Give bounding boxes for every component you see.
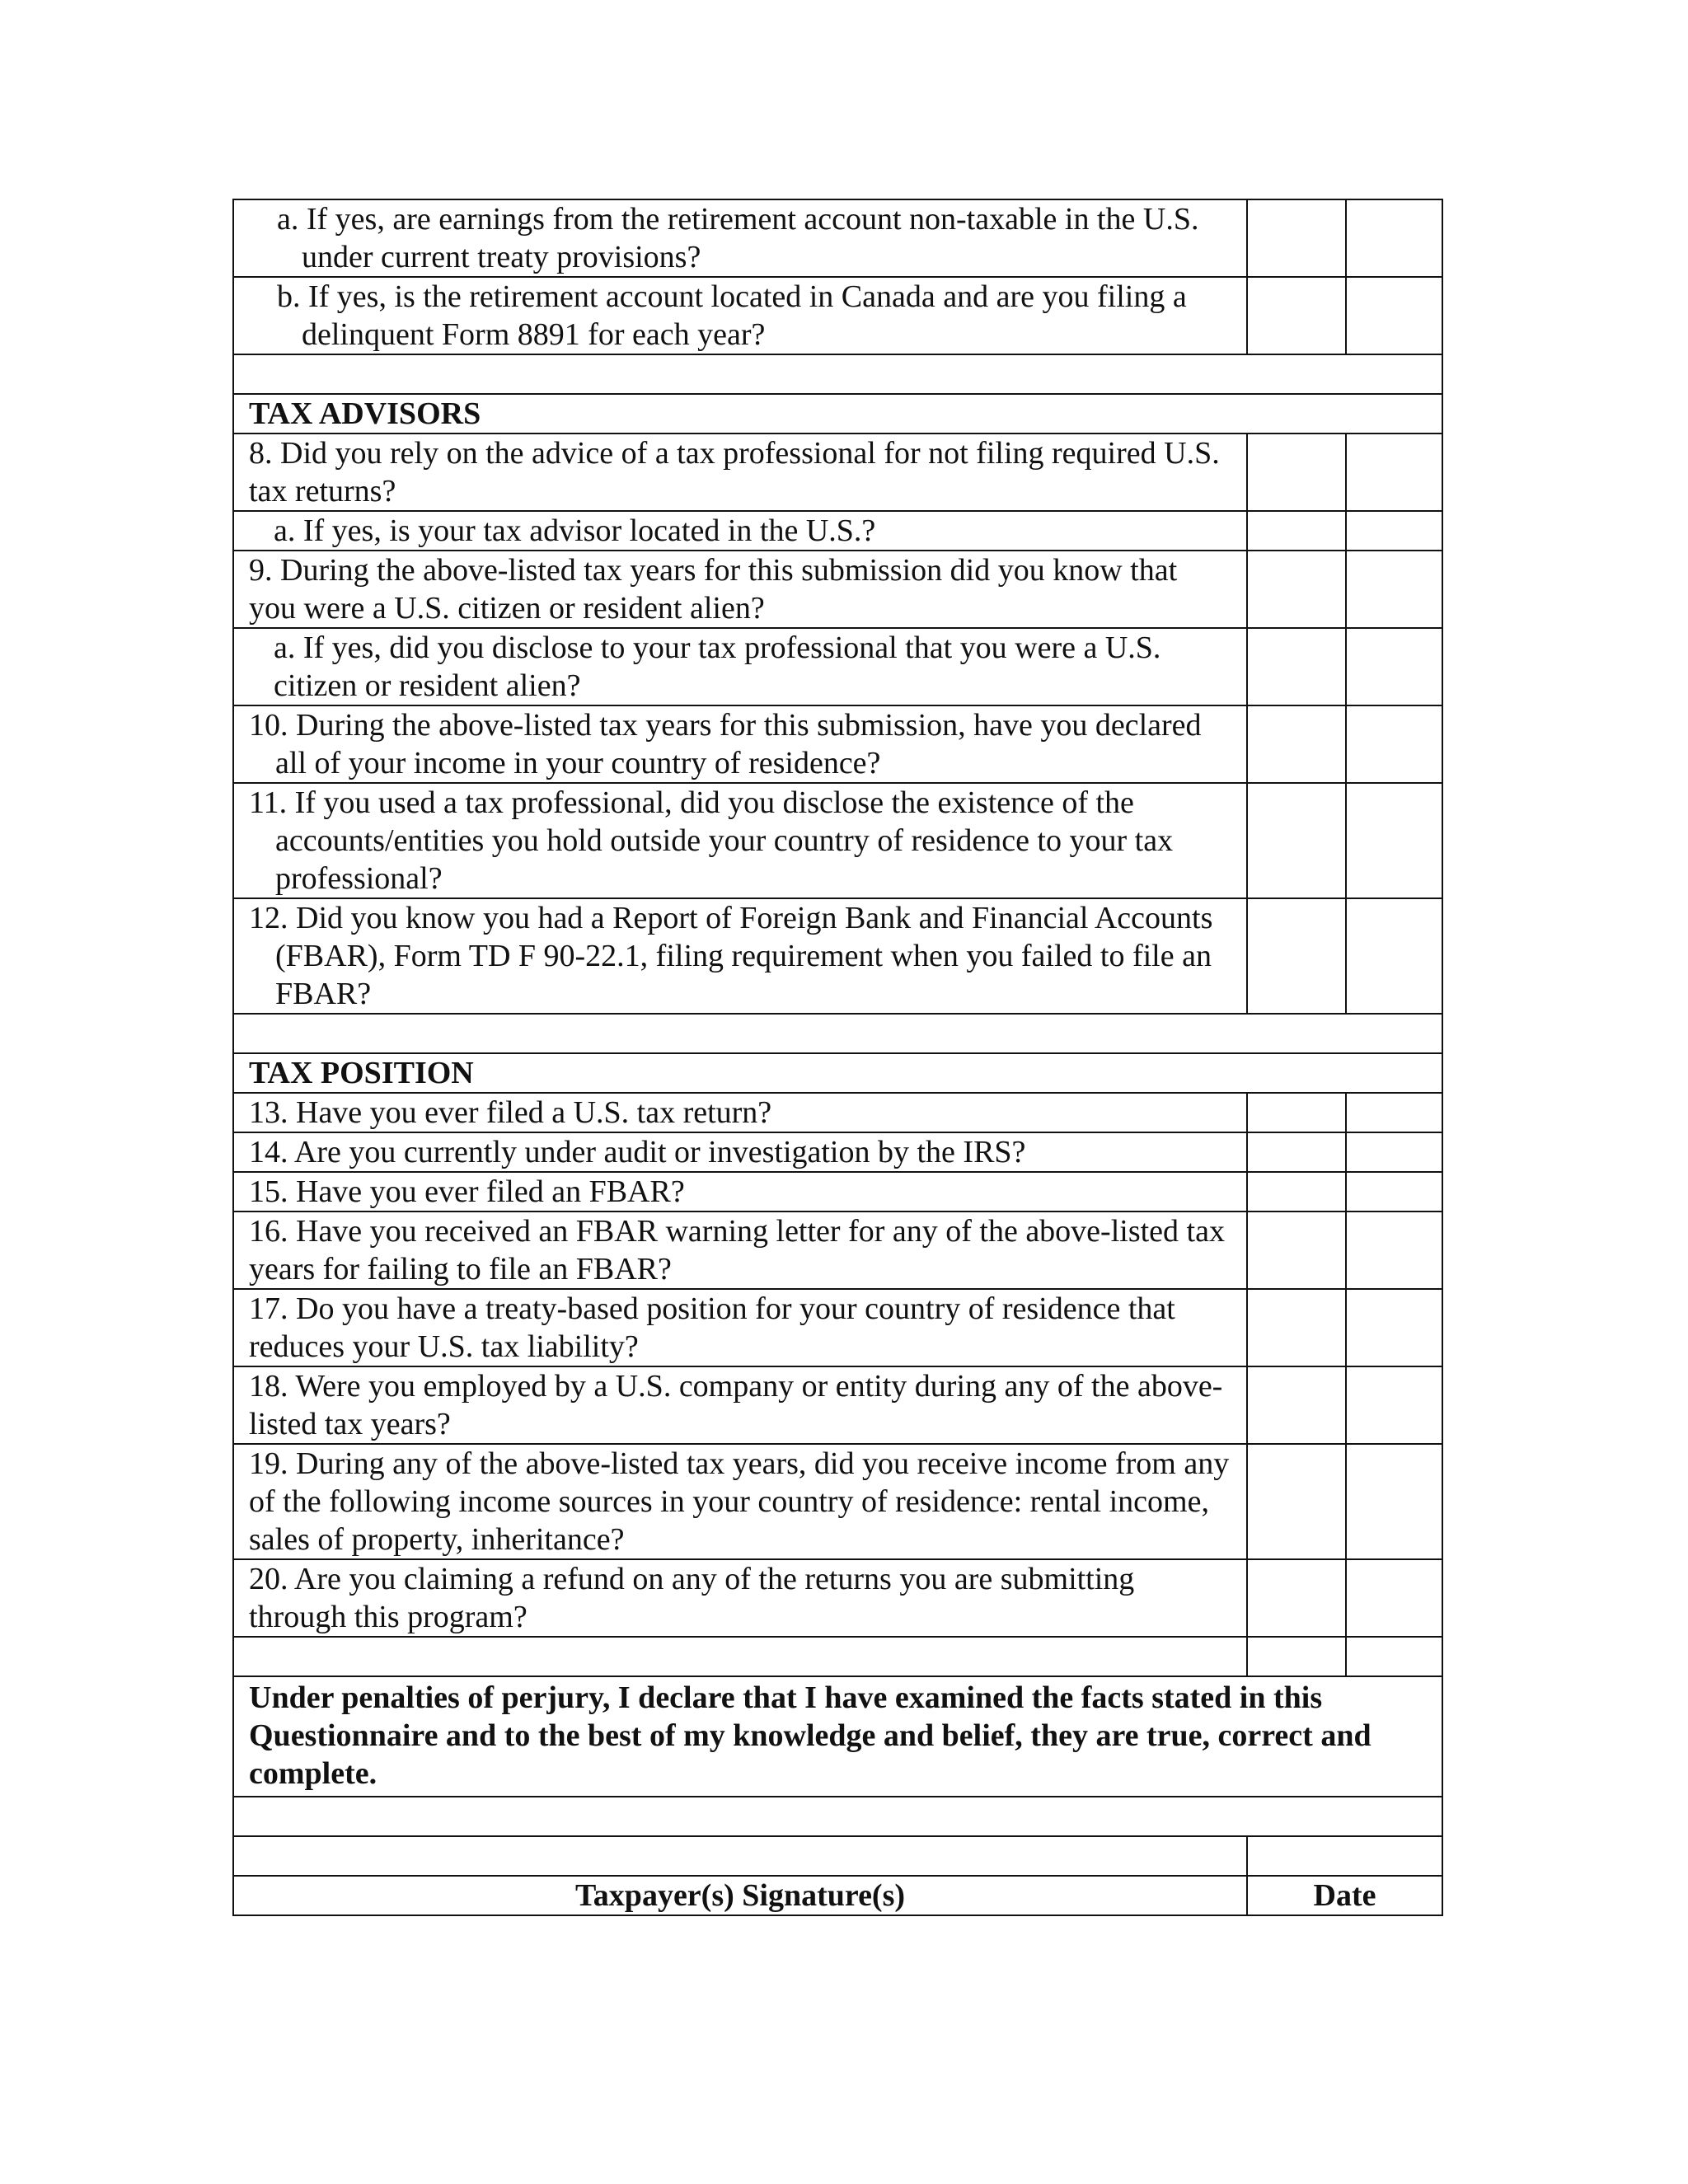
- question-row-12: [233, 898, 1442, 1014]
- question-row-18: [233, 1366, 1442, 1444]
- spacer-cell: [233, 1797, 1442, 1836]
- question-row-8a: [233, 511, 1442, 551]
- no-box-11[interactable]: [1346, 783, 1442, 898]
- question-16-text: 16. Have you received an FBAR warning letter for any of the above-listed tax years for failing to file an FBAR?: [233, 1212, 1247, 1289]
- yes-box-8a[interactable]: [1247, 511, 1346, 551]
- spacer-row: [233, 354, 1442, 394]
- no-box-15[interactable]: [1346, 1172, 1442, 1212]
- spacer-row: [233, 1637, 1442, 1676]
- yes-box-16[interactable]: [1247, 1212, 1346, 1289]
- yes-box-19[interactable]: [1247, 1444, 1346, 1559]
- question-10-text: 10. During the above-listed tax years for this submission, have you declared all of your income in your country of residence?: [233, 705, 1247, 783]
- question-14-text: 14. Are you currently under audit or investigation by the IRS?: [233, 1132, 1247, 1172]
- yes-box-9[interactable]: [1247, 551, 1346, 628]
- no-box-20[interactable]: [1346, 1559, 1442, 1637]
- no-box-18[interactable]: [1346, 1366, 1442, 1444]
- question-17-text: 17. Do you have a treaty-based position for your country of residence that reduces your U.S. tax liability?: [233, 1289, 1247, 1366]
- question-row-9a: [233, 628, 1442, 705]
- no-box-7b[interactable]: [1346, 277, 1442, 354]
- yes-box-9a[interactable]: [1247, 628, 1346, 705]
- question-9-text: 9. During the above-listed tax years for this submission did you know that you were a U.S. citizen or resident alien?: [233, 551, 1247, 628]
- no-box-8a[interactable]: [1346, 511, 1442, 551]
- date-label: Date: [1247, 1876, 1442, 1915]
- question-9a-text: a. If yes, did you disclose to your tax professional that you were a U.S. citizen or resident alien?: [233, 628, 1247, 705]
- question-20-text: 20. Are you claiming a refund on any of the returns you are submitting through this program?: [233, 1559, 1247, 1637]
- no-box-17[interactable]: [1346, 1289, 1442, 1366]
- spacer-cell: [233, 354, 1442, 394]
- no-box-9[interactable]: [1346, 551, 1442, 628]
- question-row-19: [233, 1444, 1442, 1559]
- question-8-text: 8. Did you rely on the advice of a tax professional for not filing required U.S. tax returns?: [233, 434, 1247, 511]
- yes-box-17[interactable]: [1247, 1289, 1346, 1366]
- signature-field[interactable]: [233, 1836, 1247, 1876]
- yes-box-14[interactable]: [1247, 1132, 1346, 1172]
- signature-label-row: [233, 1876, 1442, 1915]
- yes-box-18[interactable]: [1247, 1366, 1346, 1444]
- question-row-7b: [233, 277, 1442, 354]
- question-row-11: [233, 783, 1442, 898]
- spacer-box: [1346, 1637, 1442, 1676]
- signature-entry-row: [233, 1836, 1442, 1876]
- yes-box-7b[interactable]: [1247, 277, 1346, 354]
- yes-box-13[interactable]: [1247, 1093, 1346, 1132]
- questionnaire-table: [232, 199, 1443, 1916]
- section-header-row: [233, 394, 1442, 434]
- question-row-15: [233, 1172, 1442, 1212]
- section-heading-tax-position: TAX POSITION: [233, 1053, 1442, 1093]
- question-8a-text: a. If yes, is your tax advisor located in the U.S.?: [233, 511, 1247, 551]
- yes-box-20[interactable]: [1247, 1559, 1346, 1637]
- question-row-17: [233, 1289, 1442, 1366]
- no-box-10[interactable]: [1346, 705, 1442, 783]
- spacer-row: [233, 1797, 1442, 1836]
- question-18-text: 18. Were you employed by a U.S. company or entity during any of the above-listed tax years?: [233, 1366, 1247, 1444]
- no-box-12[interactable]: [1346, 898, 1442, 1014]
- question-15-text: 15. Have you ever filed an FBAR?: [233, 1172, 1247, 1212]
- spacer-cell: [233, 1014, 1442, 1053]
- spacer-row: [233, 1014, 1442, 1053]
- declaration-row: [233, 1676, 1442, 1797]
- no-box-16[interactable]: [1346, 1212, 1442, 1289]
- question-row-13: [233, 1093, 1442, 1132]
- yes-box-15[interactable]: [1247, 1172, 1346, 1212]
- question-12-text: 12. Did you know you had a Report of Foreign Bank and Financial Accounts (FBAR), Form TD F 90-22.1, filing requirement when you failed to file an FBAR?: [233, 898, 1247, 1014]
- question-row-16: [233, 1212, 1442, 1289]
- yes-box-10[interactable]: [1247, 705, 1346, 783]
- no-box-19[interactable]: [1346, 1444, 1442, 1559]
- question-13-text: 13. Have you ever filed a U.S. tax return?: [233, 1093, 1247, 1132]
- signature-label: Taxpayer(s) Signature(s): [233, 1876, 1247, 1915]
- question-7b-text: b. If yes, is the retirement account located in Canada and are you filing a delinquent Form 8891 for each year?: [233, 277, 1247, 354]
- date-field[interactable]: [1247, 1836, 1442, 1876]
- question-11-text: 11. If you used a tax professional, did you disclose the existence of the accounts/entities you hold outside your country of residence to your tax professional?: [233, 783, 1247, 898]
- question-7a-text: a. If yes, are earnings from the retirement account non-taxable in the U.S. under current treaty provisions?: [233, 199, 1247, 277]
- no-box-9a[interactable]: [1346, 628, 1442, 705]
- yes-box-12[interactable]: [1247, 898, 1346, 1014]
- no-box-14[interactable]: [1346, 1132, 1442, 1172]
- no-box-8[interactable]: [1346, 434, 1442, 511]
- question-row-14: [233, 1132, 1442, 1172]
- question-row-20: [233, 1559, 1442, 1637]
- section-heading-tax-advisors: TAX ADVISORS: [233, 394, 1442, 434]
- question-19-text: 19. During any of the above-listed tax years, did you receive income from any of the following income sources in your country of residence: rental income, sales of property, inheritance?: [233, 1444, 1247, 1559]
- perjury-declaration: Under penalties of perjury, I declare that I have examined the facts stated in this Questionnaire and to the best of my knowledge and belief, they are true, correct and complete.: [233, 1676, 1442, 1797]
- question-row-9: [233, 551, 1442, 628]
- yes-box-8[interactable]: [1247, 434, 1346, 511]
- yes-box-7a[interactable]: [1247, 199, 1346, 277]
- question-row-10: [233, 705, 1442, 783]
- yes-box-11[interactable]: [1247, 783, 1346, 898]
- question-row-7a: [233, 199, 1442, 277]
- question-row-8: [233, 434, 1442, 511]
- section-header-row: [233, 1053, 1442, 1093]
- spacer-cell: [233, 1637, 1247, 1676]
- no-box-7a[interactable]: [1346, 199, 1442, 277]
- no-box-13[interactable]: [1346, 1093, 1442, 1132]
- spacer-box: [1247, 1637, 1346, 1676]
